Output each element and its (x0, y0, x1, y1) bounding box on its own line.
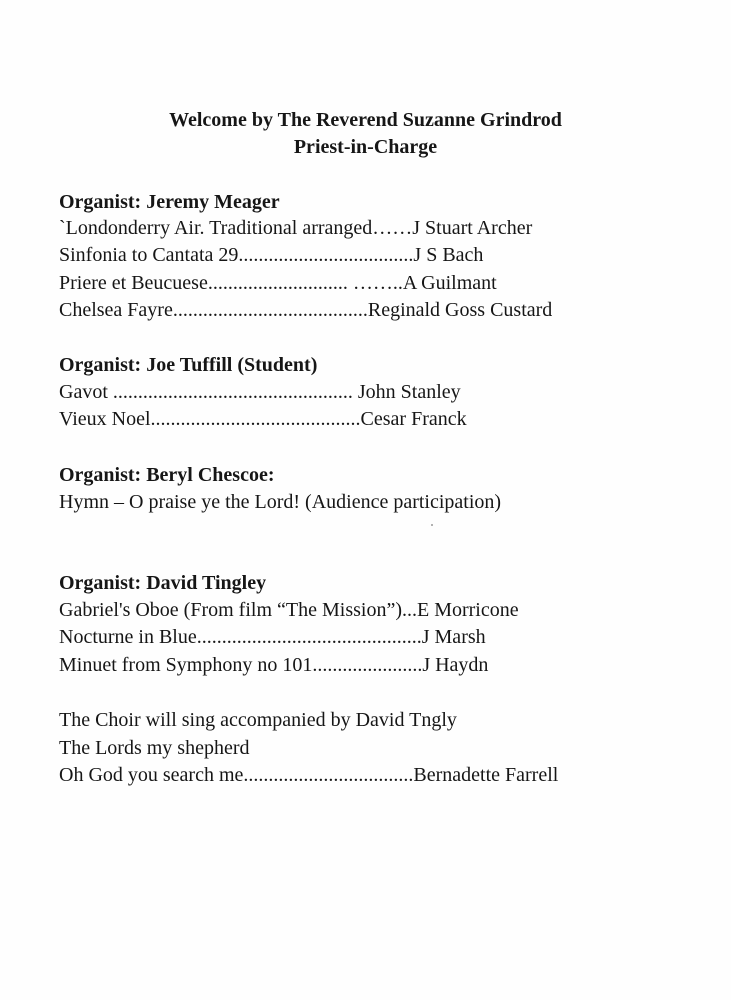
programme-item: Nocturne in Blue.............................................J Marsh (59, 626, 486, 648)
programme-item: Sinfonia to Cantata 29...................................J S Bach (59, 244, 484, 266)
programme-item: Gabriel's Oboe (From film “The Mission”)...E Morricone (59, 599, 519, 621)
programme-item: Gavot ................................................ John Stanley (59, 381, 461, 403)
section-title-beryl-chescoe: Organist: Beryl Chescoe: (59, 464, 275, 486)
choir-item: Oh God you search me..................................Bernadette Farrell (59, 764, 559, 786)
choir-note: The Choir will sing accompanied by David Tngly (59, 709, 457, 731)
section-title-david-tingley: Organist: David Tingley (59, 572, 267, 594)
programme-item: Vieux Noel..........................................Cesar Franck (59, 408, 467, 430)
section-title-jeremy-meager: Organist: Jeremy Meager (59, 191, 280, 213)
section-title-joe-tuffill: Organist: Joe Tuffill (Student) (59, 354, 318, 376)
choir-item: The Lords my shepherd (59, 737, 250, 759)
programme-item: Priere et Beucuese............................ ……..A Guilmant (59, 272, 497, 294)
programme-item: `Londonderry Air. Traditional arranged……J Stuart Archer (59, 217, 533, 239)
programme-item: Chelsea Fayre.......................................Reginald Goss Custard (59, 299, 553, 321)
programme-item: Minuet from Symphony no 101......................J Haydn (59, 654, 489, 676)
priest-in-charge-heading: Priest-in-Charge (293, 136, 438, 158)
welcome-heading: Welcome by The Reverend Suzanne Grindrod (169, 109, 562, 131)
paper-speck (431, 524, 433, 526)
programme-item: Hymn – O praise ye the Lord! (Audience participation) (59, 491, 502, 513)
